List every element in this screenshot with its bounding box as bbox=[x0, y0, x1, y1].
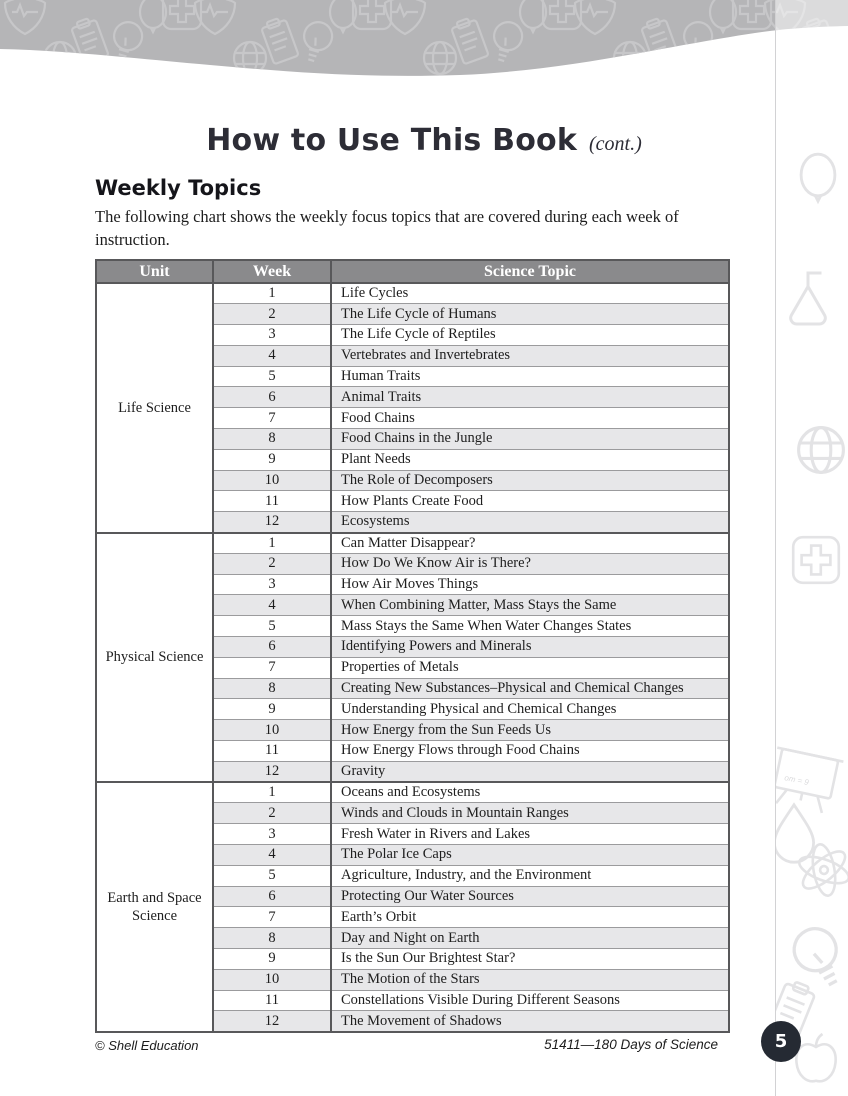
topic-cell: Human Traits bbox=[331, 366, 729, 387]
unit-cell: Earth and Space Science bbox=[96, 782, 213, 1032]
week-cell: 12 bbox=[213, 512, 331, 533]
topic-cell: Ecosystems bbox=[331, 512, 729, 533]
week-cell: 10 bbox=[213, 969, 331, 990]
week-cell: 1 bbox=[213, 782, 331, 803]
week-cell: 6 bbox=[213, 387, 331, 408]
week-cell: 4 bbox=[213, 595, 331, 616]
weekly-topics-table bbox=[95, 259, 730, 1033]
week-cell: 9 bbox=[213, 449, 331, 470]
topic-cell: Winds and Clouds in Mountain Ranges bbox=[331, 803, 729, 824]
table-row bbox=[96, 782, 729, 803]
topic-cell: Fresh Water in Rivers and Lakes bbox=[331, 824, 729, 845]
intro-paragraph: The following chart shows the weekly focus topics that are covered during each week of instruction. bbox=[95, 207, 679, 249]
week-cell: 3 bbox=[213, 574, 331, 595]
topic-cell: Creating New Substances–Physical and Chemical Changes bbox=[331, 678, 729, 699]
topic-cell: The Polar Ice Caps bbox=[331, 845, 729, 866]
topic-cell: How Energy from the Sun Feeds Us bbox=[331, 720, 729, 741]
apple-icon bbox=[796, 1034, 835, 1081]
topic-cell: Life Cycles bbox=[331, 283, 729, 304]
topic-cell: Food Chains bbox=[331, 408, 729, 429]
week-cell: 2 bbox=[213, 553, 331, 574]
week-cell: 11 bbox=[213, 491, 331, 512]
week-cell: 11 bbox=[213, 741, 331, 762]
week-cell: 9 bbox=[213, 949, 331, 970]
topic-cell: Food Chains in the Jungle bbox=[331, 429, 729, 450]
topic-cell: How Air Moves Things bbox=[331, 574, 729, 595]
table-header-row bbox=[96, 260, 729, 283]
topic-cell: Understanding Physical and Chemical Changes bbox=[331, 699, 729, 720]
week-cell: 5 bbox=[213, 616, 331, 637]
topic-cell: Earth’s Orbit bbox=[331, 907, 729, 928]
topic-cell: How Do We Know Air is There? bbox=[331, 553, 729, 574]
week-cell: 10 bbox=[213, 720, 331, 741]
week-cell: 10 bbox=[213, 470, 331, 491]
topic-cell: Plant Needs bbox=[331, 449, 729, 470]
atom-icon bbox=[790, 835, 848, 905]
footer-publisher: © Shell Education bbox=[95, 1038, 199, 1053]
week-cell: 12 bbox=[213, 1011, 331, 1032]
week-cell: 8 bbox=[213, 429, 331, 450]
topic-cell: The Motion of the Stars bbox=[331, 969, 729, 990]
topic-cell: Animal Traits bbox=[331, 387, 729, 408]
water-drop-icon bbox=[776, 805, 814, 862]
topic-cell: Protecting Our Water Sources bbox=[331, 886, 729, 907]
footer-book-title: 51411—180 Days of Science bbox=[544, 1037, 718, 1052]
week-cell: 1 bbox=[213, 533, 331, 554]
page-number: 5 bbox=[774, 1031, 788, 1052]
topic-cell: The Role of Decomposers bbox=[331, 470, 729, 491]
globe-icon bbox=[799, 428, 844, 473]
week-cell: 2 bbox=[213, 803, 331, 824]
week-cell: 6 bbox=[213, 886, 331, 907]
topic-cell: Identifying Powers and Minerals bbox=[331, 637, 729, 658]
page-title-main: How to Use This Book bbox=[206, 123, 577, 158]
topic-cell: How Energy Flows through Food Chains bbox=[331, 741, 729, 762]
week-cell: 12 bbox=[213, 761, 331, 782]
topic-cell: Oceans and Ecosystems bbox=[331, 782, 729, 803]
topic-cell: The Life Cycle of Reptiles bbox=[331, 325, 729, 346]
unit-column-header: Unit bbox=[96, 260, 213, 283]
week-cell: 3 bbox=[213, 325, 331, 346]
week-cell: 1 bbox=[213, 283, 331, 304]
week-column-header: Week bbox=[213, 260, 331, 283]
topic-cell: Constellations Visible During Different Seasons bbox=[331, 990, 729, 1011]
week-cell: 7 bbox=[213, 657, 331, 678]
page-edge-strip bbox=[775, 0, 848, 1096]
topic-cell: Mass Stays the Same When Water Changes States bbox=[331, 616, 729, 637]
beaker-icon bbox=[791, 273, 826, 324]
week-cell: 8 bbox=[213, 678, 331, 699]
topic-cell: How Plants Create Food bbox=[331, 491, 729, 512]
week-cell: 9 bbox=[213, 699, 331, 720]
unit-cell: Life Science bbox=[96, 283, 213, 533]
table-row bbox=[96, 533, 729, 554]
topic-cell: Day and Night on Earth bbox=[331, 928, 729, 949]
topic-column-header: Science Topic bbox=[331, 260, 729, 283]
topic-cell: When Combining Matter, Mass Stays the Same bbox=[331, 595, 729, 616]
decorative-top-band bbox=[0, 0, 848, 92]
week-cell: 4 bbox=[213, 845, 331, 866]
topic-cell: Can Matter Disappear? bbox=[331, 533, 729, 554]
page-title-suffix: (cont.) bbox=[588, 133, 642, 155]
medical-cross-icon bbox=[793, 537, 839, 583]
unit-cell: Physical Science bbox=[96, 533, 213, 783]
weekly-topics-table-body bbox=[96, 283, 729, 1032]
week-cell: 7 bbox=[213, 408, 331, 429]
topic-cell: Properties of Metals bbox=[331, 657, 729, 678]
week-cell: 7 bbox=[213, 907, 331, 928]
balloon-icon bbox=[801, 154, 835, 201]
week-cell: 4 bbox=[213, 345, 331, 366]
week-cell: 2 bbox=[213, 304, 331, 325]
topic-cell: Is the Sun Our Brightest Star? bbox=[331, 949, 729, 970]
table-row bbox=[96, 283, 729, 304]
topic-cell: Agriculture, Industry, and the Environment bbox=[331, 865, 729, 886]
topic-cell: Vertebrates and Invertebrates bbox=[331, 345, 729, 366]
week-cell: 5 bbox=[213, 366, 331, 387]
topic-cell: The Life Cycle of Humans bbox=[331, 304, 729, 325]
topic-cell: Gravity bbox=[331, 761, 729, 782]
chalkboard-text: om = 9 bbox=[783, 773, 810, 788]
week-cell: 8 bbox=[213, 928, 331, 949]
week-cell: 5 bbox=[213, 865, 331, 886]
topic-cell: The Movement of Shadows bbox=[331, 1011, 729, 1032]
week-cell: 11 bbox=[213, 990, 331, 1011]
week-cell: 3 bbox=[213, 824, 331, 845]
page-number-badge bbox=[761, 1021, 801, 1062]
page-title bbox=[36, 123, 812, 158]
section-heading: Weekly Topics bbox=[95, 176, 262, 200]
week-cell: 6 bbox=[213, 637, 331, 658]
